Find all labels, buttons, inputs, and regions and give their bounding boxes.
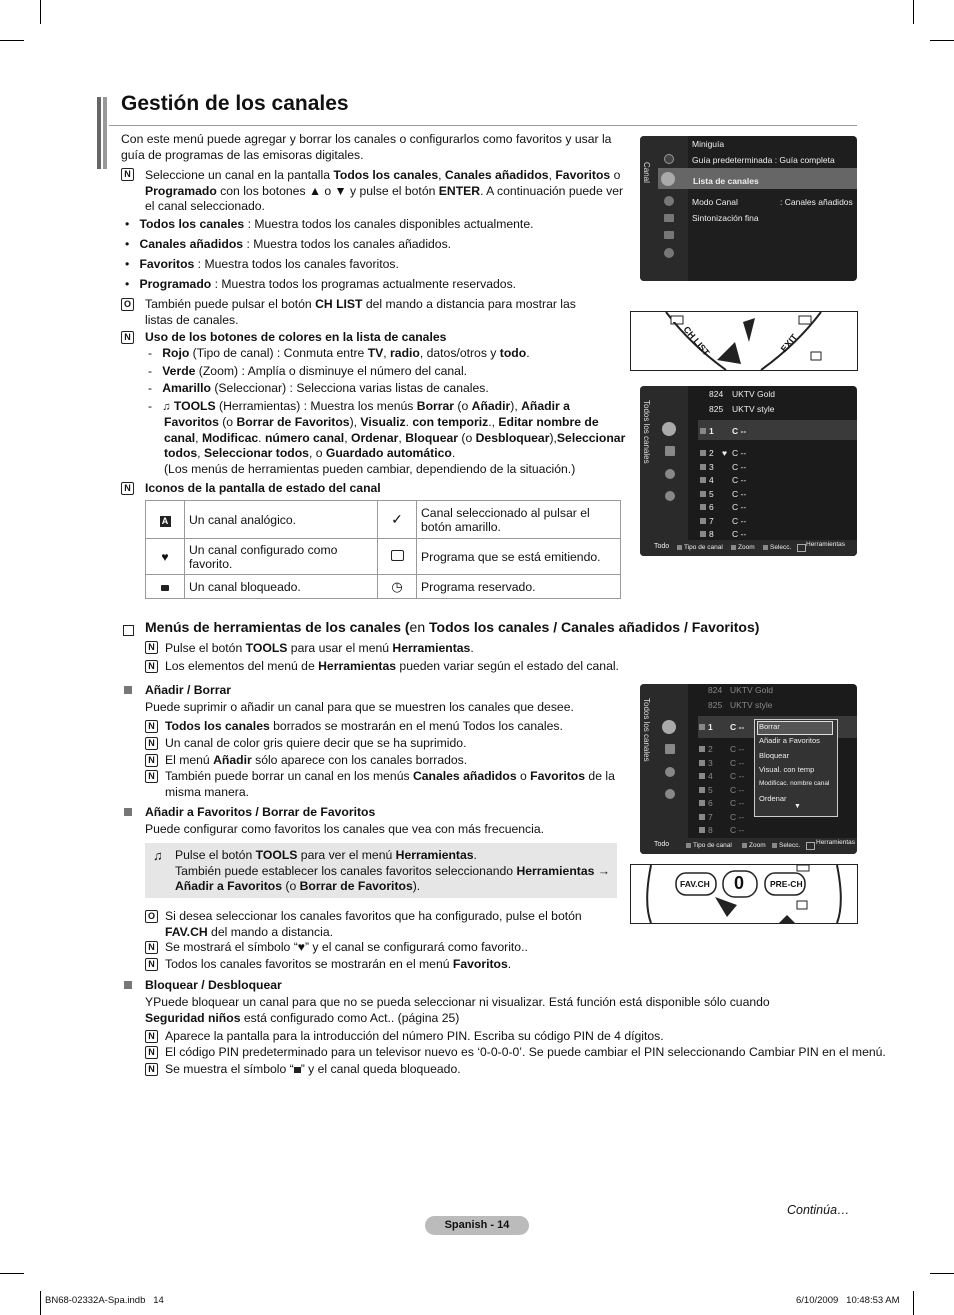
channel-number: 3 xyxy=(708,757,713,768)
channel-number: 4 xyxy=(708,771,713,781)
channel-name: C -- xyxy=(730,757,745,768)
bullet-square xyxy=(124,808,132,816)
remote-note-icon: O xyxy=(145,910,158,923)
green-button-icon xyxy=(731,545,736,550)
note-tools: Pulse el botón TOOLS para usar el menú Herramientas. xyxy=(165,641,474,655)
tools-menu-add-fav[interactable]: Añadir a Favoritos xyxy=(759,736,820,745)
antenna-icon xyxy=(662,720,676,734)
favorite-icon xyxy=(665,469,675,479)
tools-menu-ordenar[interactable]: Ordenar xyxy=(759,794,787,803)
lock-icon xyxy=(146,575,185,599)
tv-icon xyxy=(378,539,417,575)
tools-icon xyxy=(806,842,815,850)
bar-selecc: Selecc. xyxy=(770,544,792,551)
tools-icon: ♫ xyxy=(162,400,171,413)
note-icon: N xyxy=(145,660,158,673)
favorites-desc: Puede configurar como favoritos los canales que vea con más frecuencia. xyxy=(145,822,545,836)
section-checkbox-icon xyxy=(123,625,134,636)
favorite-icon xyxy=(665,767,675,777)
channel-number: 6 xyxy=(709,502,714,512)
note-status-icons: Iconos de la pantalla de estado del canal xyxy=(145,481,381,495)
menu-side-label: Canal xyxy=(642,162,651,183)
tools-menu-visual[interactable]: Visual. con temp xyxy=(759,765,815,774)
channel-type-icon xyxy=(699,787,705,793)
fav-note-2: Se mostrará el símbolo “♥” y el canal se configurará como favorito.. xyxy=(165,940,528,954)
remote-fav-ch xyxy=(630,864,858,924)
note-select-channel: Seleccione un canal en la pantalla Todos los canales, Canales añadidos, Favoritos o Programado con los botones ▲ o ▼ y pulse el botón ENTER. A continuación puede ver el canal seleccionado. xyxy=(145,168,624,213)
analog-icon: A xyxy=(160,516,171,527)
channel-number: 2 xyxy=(708,744,713,754)
channel-name: C -- xyxy=(730,811,745,822)
intro-text: Con este menú puede agregar y borrar los canales o configurarlos como favoritos y usar la guía de programas de las emisoras digitales. xyxy=(121,132,612,162)
menu-item-modo-canal: Modo Canal xyxy=(692,197,738,207)
channel-name: C -- xyxy=(732,475,747,485)
page-number: Spanish - 14 xyxy=(425,1216,529,1235)
bullet-list: • Todos los canales : Muestra todos los canales disponibles actualmente. • Canales añadidos : Muestra todos los canales añadidos. • Favoritos : Muestra todos los canales favoritos. • Programado : Muestra todos los programas actualmente reservados. xyxy=(125,217,534,291)
screen-channel-list xyxy=(640,386,857,556)
tools-box-text: Pulse el botón TOOLS para ver el menú Herramientas. También puede establecer los canales favoritos seleccionando Herramientas → Añadir a Favoritos (o Borrar de Favoritos). xyxy=(175,848,610,893)
chevron-down-icon: ▼ xyxy=(794,803,801,810)
channel-number: 2 xyxy=(709,448,714,458)
channel-name: C -- xyxy=(730,825,745,835)
channel-number: 825 xyxy=(709,404,724,414)
bar-zoom: Zoom xyxy=(749,842,766,849)
menu-item-sintonizacion: Sintonización fina xyxy=(692,213,759,223)
channel-number: 824 xyxy=(708,685,723,695)
channel-name: UKTV Gold xyxy=(732,389,775,399)
clock-icon: ◷ xyxy=(378,575,417,599)
note-icon: N xyxy=(145,1030,158,1043)
program-icon xyxy=(665,446,675,456)
lock-note-2: El código PIN predeterminado para un televisor nuevo es ‘0-0-0-0’. Se puede cambiar el PIN seleccionando Cambiar PIN en el menú. xyxy=(165,1045,886,1059)
tools-icon: ♫ xyxy=(153,848,163,863)
channel-icon xyxy=(661,172,675,186)
note-icon: N xyxy=(145,737,158,750)
note-color-buttons: Uso de los botones de colores en la lista de canales xyxy=(145,330,447,344)
lock-title: Bloquear / Desbloquear xyxy=(145,978,282,992)
channel-name: C -- xyxy=(732,488,747,499)
channel-number: 1 xyxy=(708,722,713,732)
note-ch-list: También puede pulsar el botón CH LIST del mando a distancia para mostrar las listas de canales. xyxy=(145,297,576,327)
channel-name: C -- xyxy=(732,448,747,458)
bar-zoom: Zoom xyxy=(738,544,755,551)
channel-name: C -- xyxy=(732,426,747,436)
tools-icon xyxy=(797,544,806,552)
channel-number: 8 xyxy=(709,529,714,539)
heart-icon: ♥ xyxy=(146,539,185,575)
menu-item-guia: Guía predeterminada : Guía completa xyxy=(692,155,835,165)
channel-name: C -- xyxy=(730,771,745,781)
footer-file: BN68-02332A-Spa.indb 14 xyxy=(45,1295,164,1306)
timer-icon xyxy=(665,789,675,799)
selected-channel-row xyxy=(698,420,857,440)
channel-number: 8 xyxy=(708,825,713,835)
channel-type-icon xyxy=(699,800,705,806)
menu-item-modo-value: : Canales añadidos xyxy=(780,197,853,207)
tools-menu-bloquear[interactable]: Bloquear xyxy=(759,751,790,760)
note-icon: N xyxy=(145,1063,158,1076)
channel-type-icon xyxy=(700,504,706,510)
note-icon: N xyxy=(145,641,158,654)
note-menu-vary: Los elementos del menú de Herramientas pueden variar según el estado del canal. xyxy=(165,659,619,673)
channel-number: 6 xyxy=(708,798,713,808)
tools-menu-borrar[interactable]: Borrar xyxy=(759,722,780,731)
favorites-title: Añadir a Favoritos / Borrar de Favoritos xyxy=(145,805,376,819)
channel-type-icon xyxy=(699,773,705,779)
remote-ch-list xyxy=(630,311,858,371)
heart-icon: ♥ xyxy=(722,448,728,458)
remote-note-icon: O xyxy=(121,298,134,311)
yellow-button-icon xyxy=(763,545,768,550)
channel-type-icon xyxy=(699,724,705,730)
continued-text: Continúa… xyxy=(787,1203,850,1217)
channel-type-icon xyxy=(699,827,705,833)
channel-name: C -- xyxy=(732,502,747,512)
timer-icon xyxy=(665,491,675,501)
channel-type-icon xyxy=(700,464,706,470)
add-delete-desc: Puede suprimir o añadir un canal para que se muestren los canales que desee. xyxy=(145,700,574,714)
color-button-list: - Rojo (Tipo de canal) : Conmuta entre TV, radio, datos/otros y todo. - Verde (Zoom) : Amplía o disminuye el número del canal. - Amarillo (Seleccionar) : Selecciona varias listas de canales. - ♫ TOOLS (Herramientas) : Muestra los menús Borrar (o Añadir), Añadir a Favoritos (o Borrar de Favoritos), Visualiz. con temporiz., Editar nombre de canal, Modificac. número canal, Ordenar, Bloquear (o Desbloquear),Seleccionar todos, Seleccionar todos, o Guardado automático. (Los menús de herramientas pueden cambiar, dependiendo de la situación.) xyxy=(148,346,626,476)
program-icon xyxy=(665,744,675,754)
channel-number: 824 xyxy=(709,389,724,399)
channel-number: 4 xyxy=(709,475,714,485)
bullet-square xyxy=(124,686,132,694)
bar-selecc: Selecc. xyxy=(779,842,801,849)
app-icon xyxy=(664,231,674,239)
note-icon: N xyxy=(121,331,134,344)
circle-icon xyxy=(664,154,674,164)
channel-type-icon xyxy=(700,450,706,456)
channel-number: 5 xyxy=(708,784,713,795)
channel-name: C -- xyxy=(732,461,747,472)
exit-button[interactable]: EXIT xyxy=(778,332,800,354)
bar-herramientas: Herramientas xyxy=(816,839,856,846)
add-note-2: Un canal de color gris quiere decir que se ha suprimido. xyxy=(165,736,467,750)
lock-note-1: Aparece la pantalla para la introducción del número PIN. Escriba su código PIN de 4 dígitos. xyxy=(165,1029,664,1043)
note-icon: N xyxy=(145,770,158,783)
lock-note-3: Se muestra el símbolo “ ” y el canal queda bloqueado. xyxy=(165,1062,461,1076)
zero-button[interactable]: 0 xyxy=(734,873,745,893)
red-button-icon xyxy=(686,843,691,848)
page-title: Gestión de los canales xyxy=(121,92,349,115)
channel-name: C -- xyxy=(730,722,745,732)
lock-desc: YPuede bloquear un canal para que no se pueda seleccionar ni visualizar. Está función está disponible sólo cuando Seguridad niños está configurado como Act.. (página 25) xyxy=(145,995,770,1025)
add-note-4: También puede borrar un canal en los menús Canales añadidos o Favoritos de la misma manera. xyxy=(165,769,615,799)
channel-name: C -- xyxy=(732,529,747,539)
bar-tipo: Tipo de canal xyxy=(684,544,723,551)
input-icon xyxy=(664,214,674,222)
channel-number: 7 xyxy=(709,515,714,526)
note-icon: N xyxy=(145,1046,158,1059)
bar-tipo: Tipo de canal xyxy=(693,842,732,849)
channel-name: C -- xyxy=(730,798,745,808)
channel-type-icon xyxy=(700,477,706,483)
channel-number: 825 xyxy=(708,700,723,710)
channel-name: C -- xyxy=(732,515,747,526)
note-icon: N xyxy=(145,941,158,954)
tools-menu-modificac[interactable]: Modificac. nombre canal xyxy=(759,780,830,787)
channel-type-icon xyxy=(700,491,706,497)
note-icon: N xyxy=(145,720,158,733)
red-button-icon xyxy=(677,545,682,550)
note-icon: N xyxy=(121,482,134,495)
channel-name: C -- xyxy=(730,784,745,795)
fav-note-1: Si desea seleccionar los canales favoritos que ha configurado, pulse el botón FAV.CH del mando a distancia. xyxy=(165,909,582,939)
channel-name: UKTV style xyxy=(730,700,773,710)
channel-number: 3 xyxy=(709,461,714,472)
ch-list-button[interactable]: CH LIST xyxy=(681,324,712,358)
status-icon-table: A Un canal analógico. ✓ Canal seleccionado al pulsar el botón amarillo. ♥ Un canal configurado como favorito. Programa que se está emitiendo. Un canal bloqueado. ◷ Programa reservado. xyxy=(145,500,621,599)
yellow-button-icon xyxy=(772,843,777,848)
note-icon: N xyxy=(145,958,158,971)
antenna-icon xyxy=(662,422,676,436)
channel-type-icon xyxy=(700,518,706,524)
channel-name: UKTV style xyxy=(732,404,775,414)
add-note-1: Todos los canales borrados se mostrarán en el menú Todos los canales. xyxy=(165,719,563,733)
channel-name: C -- xyxy=(730,744,745,754)
title-decoration xyxy=(97,97,101,169)
lock-icon xyxy=(294,1067,301,1073)
help-icon xyxy=(664,248,674,258)
channel-number: 7 xyxy=(708,811,713,822)
menu-item-lista-canales[interactable]: Lista de canales xyxy=(693,176,759,186)
channel-number: 5 xyxy=(709,488,714,499)
channel-type-icon xyxy=(700,428,706,434)
channel-type-icon xyxy=(699,760,705,766)
channel-name: UKTV Gold xyxy=(730,685,773,695)
pre-ch-button[interactable]: PRE-CH xyxy=(770,879,803,889)
green-button-icon xyxy=(742,843,747,848)
add-delete-title: Añadir / Borrar xyxy=(145,683,232,697)
bar-todo: Todo xyxy=(654,841,670,848)
bullet-square xyxy=(124,981,132,989)
channel-type-icon xyxy=(700,531,706,537)
screen-tools-menu xyxy=(640,684,857,854)
fav-ch-button[interactable]: FAV.CH xyxy=(680,879,710,889)
channel-type-icon xyxy=(699,746,705,752)
gear-icon xyxy=(664,196,674,206)
check-icon: ✓ xyxy=(378,501,417,539)
bar-herramientas: Herramientas xyxy=(806,541,846,548)
channel-number: 1 xyxy=(709,426,714,436)
screen-channel-menu xyxy=(640,136,857,281)
bar-todo: Todo xyxy=(654,543,670,550)
channel-type-icon xyxy=(699,814,705,820)
footer-date: 6/10/2009 10:48:53 AM xyxy=(796,1295,900,1306)
note-icon: N xyxy=(121,168,134,181)
add-note-3: El menú Añadir sólo aparece con los canales borrados. xyxy=(165,753,468,767)
menu-item-miniguia: Miniguía xyxy=(692,139,725,149)
fav-note-3: Todos los canales favoritos se mostrarán en el menú Favoritos. xyxy=(165,957,512,971)
section-heading: Menús de herramientas de los canales (en Todos los canales / Canales añadidos / Favoritos) xyxy=(145,619,760,635)
list-side-label: Todos los canales xyxy=(642,400,651,464)
note-icon: N xyxy=(145,754,158,767)
list-side-label: Todos los canales xyxy=(642,698,651,762)
